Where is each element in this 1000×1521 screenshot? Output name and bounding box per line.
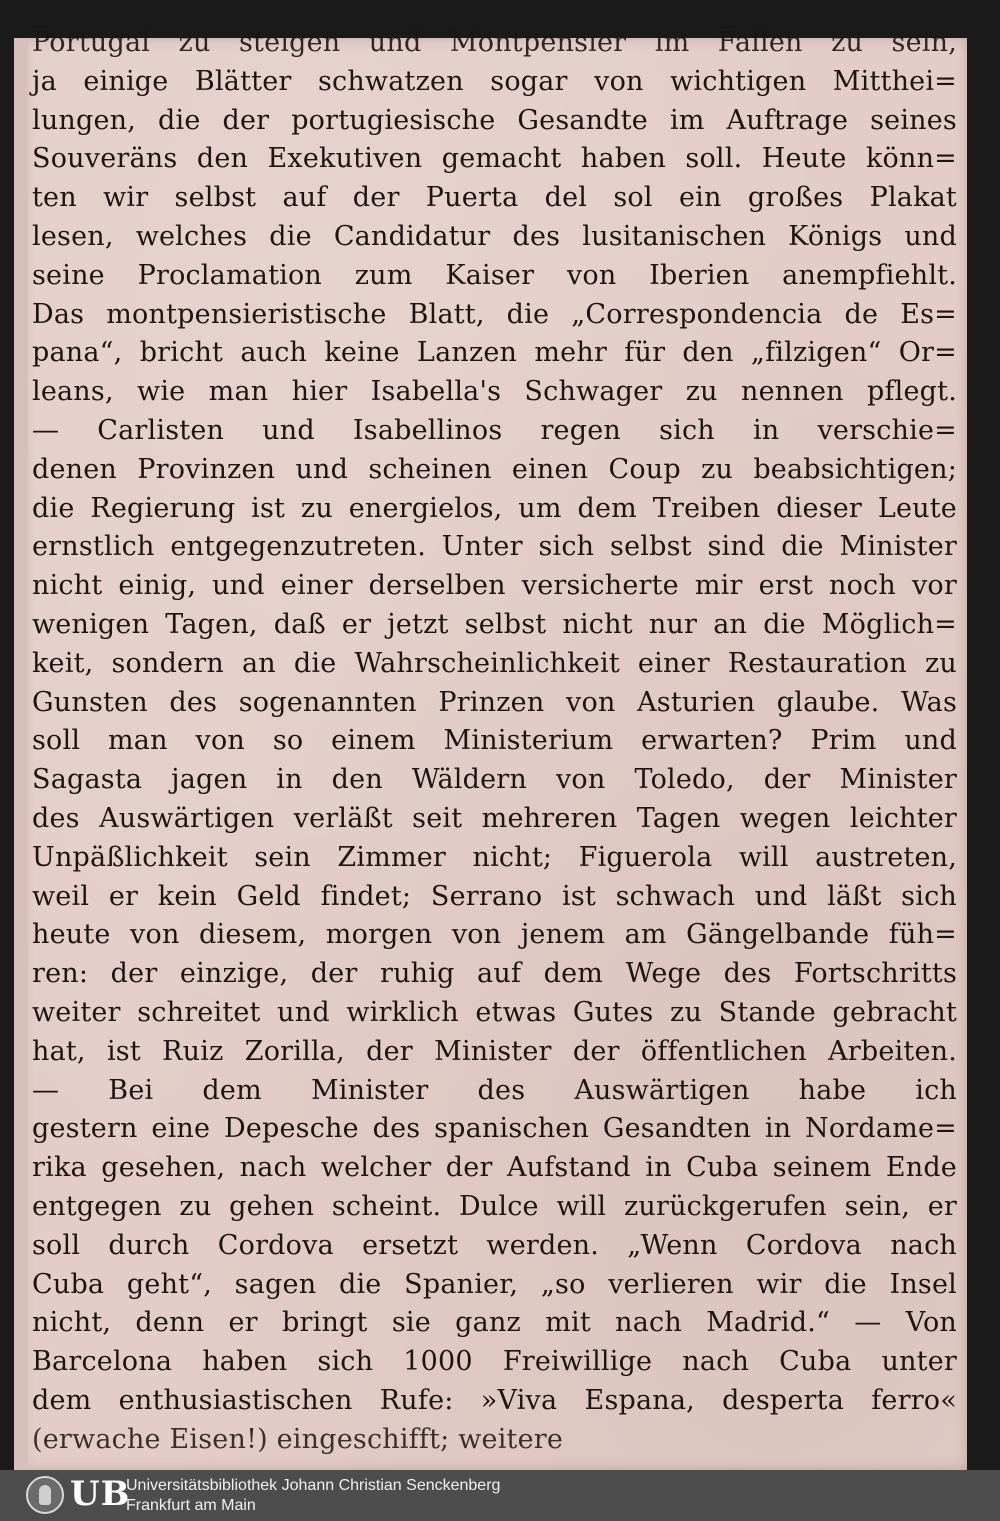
text-line: — Bei dem Minister des Auswärtigen habe ich: [32, 1074, 957, 1106]
text-line: ja einige Blätter schwatzen sogar von wichtigen Mitthei=: [32, 65, 957, 97]
text-line: hat, ist Ruiz Zorilla, der Minister der öffentlichen Arbeiten.: [32, 1035, 957, 1067]
library-footer-bar: [0, 1470, 1000, 1521]
text-line: ren: der einzige, der ruhig auf dem Wege des Fortschritts: [32, 958, 957, 990]
text-line: — Carlisten und Isabellinos regen sich in verschie=: [32, 414, 957, 446]
text-line: Gunsten des sogenannten Prinzen von Asturien glaube. Was: [32, 686, 957, 718]
text-line: nicht einig, und einer derselben versicherte mir erst noch vor: [32, 570, 957, 602]
text-line: ten wir selbst auf der Puerta del sol ein großes Plakat: [32, 182, 957, 214]
text-line: denen Provinzen und scheinen einen Coup zu beabsichtigen;: [32, 453, 957, 485]
text-line: Barcelona haben sich 1000 Freiwillige nach Cuba unter: [32, 1346, 957, 1378]
ub-logo[interactable]: [26, 1474, 131, 1516]
text-line: Sagasta jagen in den Wäldern von Toledo, der Minister: [32, 764, 957, 796]
text-line: Portugal zu steigen und Montpensier im Fallen zu sein,: [32, 27, 957, 58]
text-line: die Regierung ist zu energielos, um dem Treiben dieser Leute: [32, 492, 957, 524]
text-line: Das montpensieristische Blatt, die „Correspondencia de Es=: [32, 298, 957, 330]
article-text: [32, 27, 957, 1455]
text-line: heute von diesem, morgen von jenem am Gängelbande füh=: [32, 919, 957, 951]
newspaper-clipping: [22, 27, 967, 1470]
text-line: weiter schreitet und wirklich etwas Gutes zu Stande gebracht: [32, 996, 957, 1028]
text-line: dem enthusiastischen Rufe: »Viva Espana, desperta ferro«: [32, 1384, 957, 1416]
text-line: seine Proclamation zum Kaiser von Iberien anempfiehlt.: [32, 259, 957, 291]
text-line: keit, sondern an die Wahrscheinlichkeit einer Restauration zu: [32, 647, 957, 679]
text-line: ernstlich entgegenzutreten. Unter sich selbst sind die Minister: [32, 531, 957, 563]
text-line: pana“, bricht auch keine Lanzen mehr für den „filzigen“ Or=: [32, 337, 957, 369]
text-line: nicht, denn er bringt sie ganz mit nach Madrid.“ — Von: [32, 1307, 957, 1339]
text-line: lungen, die der portugiesische Gesandte im Auftrage seines: [32, 104, 957, 136]
ub-logo-text: UB: [70, 1474, 131, 1514]
clipping-torn-edge: [14, 38, 28, 1470]
text-line: (erwache Eisen!) eingeschifft; weitere: [32, 1423, 564, 1455]
text-line: Cuba geht“, sagen die Spanier, „so verlieren wir die Insel: [32, 1268, 957, 1300]
text-line: soll man von so einem Ministerium erwarten? Prim und: [32, 725, 957, 757]
text-line: Souveräns den Exekutiven gemacht haben soll. Heute könn=: [32, 143, 957, 175]
text-line: leans, wie man hier Isabella's Schwager zu nennen pflegt.: [32, 376, 957, 408]
text-line: weil er kein Geld findet; Serrano ist schwach und läßt sich: [32, 880, 957, 912]
library-name: [126, 1476, 500, 1516]
text-line: gestern eine Depesche des spanischen Gesandten in Nordame=: [32, 1113, 957, 1145]
text-line: rika gesehen, nach welcher der Aufstand in Cuba seinem Ende: [32, 1152, 957, 1184]
seal-icon: [26, 1476, 64, 1514]
text-line: entgegen zu gehen scheint. Dulce will zurückgerufen sein, er: [32, 1190, 957, 1222]
text-line: des Auswärtigen verläßt seit mehreren Tagen wegen leichter: [32, 802, 957, 834]
text-line: Unpäßlichkeit sein Zimmer nicht; Figuerola will austreten,: [32, 841, 957, 873]
text-line: wenigen Tagen, daß er jetzt selbst nicht nur an die Möglich=: [32, 608, 957, 640]
library-name-line: Universitätsbibliothek Johann Christian Senckenberg: [126, 1477, 501, 1494]
text-line: soll durch Cordova ersetzt werden. „Wenn Cordova nach: [32, 1229, 957, 1261]
text-line: lesen, welches die Candidatur des lusitanischen Königs und: [32, 220, 957, 252]
library-location-line: Frankfurt am Main: [126, 1497, 256, 1514]
